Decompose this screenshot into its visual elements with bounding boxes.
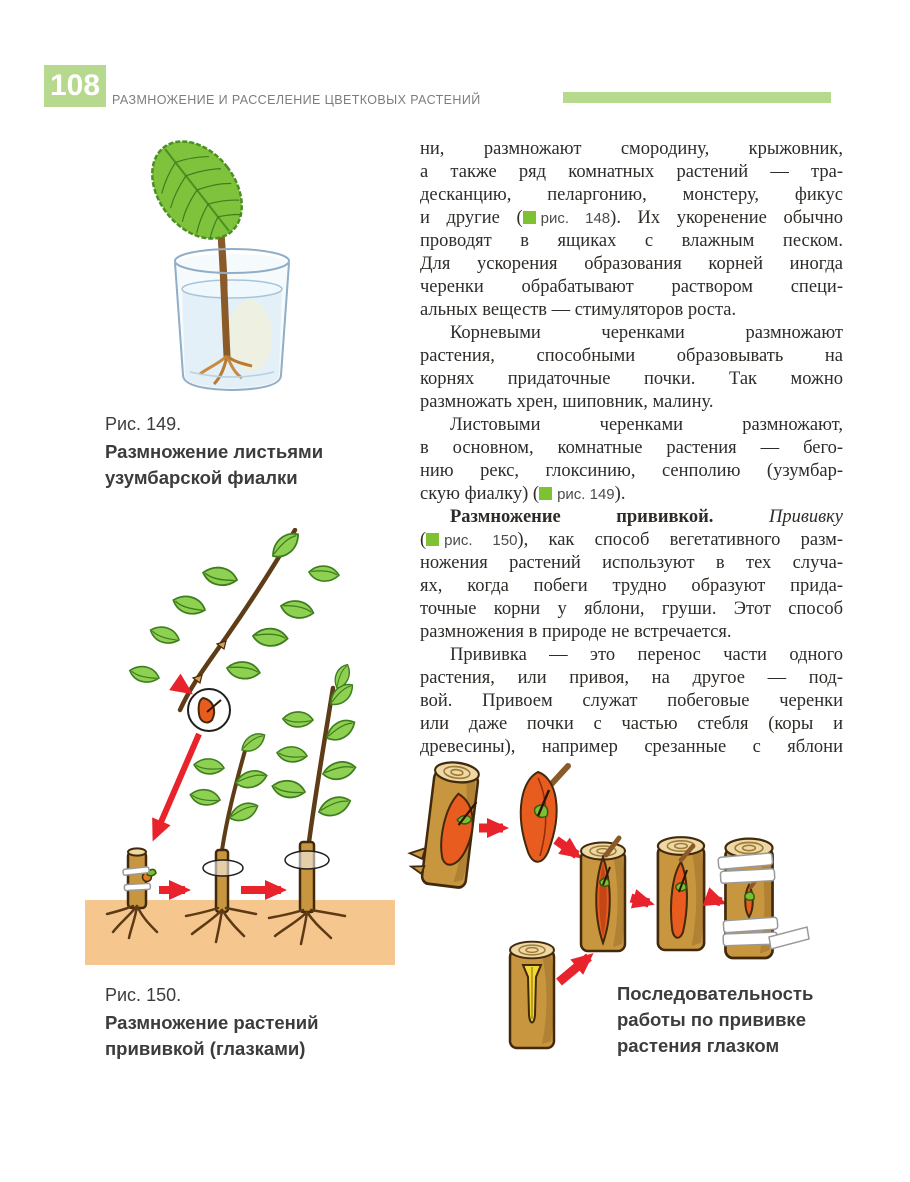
text-line: нию рекс, глоксинию, сенполию (узумбар-: [420, 461, 843, 481]
fig149-label: Рис. 149.: [105, 414, 182, 434]
text-line: древесины), например срезанные с яблони: [420, 737, 843, 757]
text-line: десканцию, пеларгонию, монстеру, фикус: [420, 185, 843, 205]
text-line: растения, способными образовывать на: [420, 346, 843, 366]
fig150-label: Рис. 150.: [105, 985, 182, 1005]
paragraph: [420, 414, 843, 506]
text-line: Листовыми черенками размножают,: [450, 415, 843, 435]
page-number-badge: [44, 65, 106, 107]
text-line: размножать хрен, шиповник, малину.: [420, 392, 714, 412]
arrow-step3-4: [631, 898, 649, 903]
text-line: ножения растений используют в тех случа-: [420, 553, 843, 573]
text-line: Для ускорения образования корней иногда: [420, 254, 843, 274]
budding-caption: Последовательность работы по прививке растения глазком: [617, 983, 814, 1056]
figure-reference: рис. 150: [426, 530, 517, 550]
text-line: корнях придаточные почки. Так можно: [420, 369, 843, 389]
arrow-to-bud: [175, 682, 188, 691]
text-line: ни, размножают смородину, крыжовник,: [420, 139, 843, 159]
step5-taped-graft: [718, 839, 809, 958]
text-line: Корневыми черенками размножают: [450, 323, 843, 343]
page-header-title: РАЗМНОЖЕНИЕ И РАССЕЛЕНИЕ ЦВЕТКОВЫХ РАСТЕНИЙ: [112, 93, 481, 107]
figure-ref-square-icon: [523, 211, 536, 224]
bud-circle: [188, 689, 230, 731]
text-line: Размножение прививкой. Прививку: [450, 507, 843, 527]
text-line: проводят в ящиках с влажным песком.: [420, 231, 843, 251]
donor-branch: [128, 529, 341, 710]
step1-branch-with-bud: [406, 758, 481, 888]
budding-figure: [405, 756, 905, 1088]
figure-ref-square-icon: [426, 533, 439, 546]
text-line: размножения в природе не встречается.: [420, 622, 732, 642]
arrow-bud-to-stock: [155, 734, 199, 836]
figure-reference: рис. 148: [523, 208, 611, 228]
text-line: а также ряд комнатных растений — тра-: [420, 162, 843, 182]
step3-insert-bud: [581, 838, 626, 951]
figure-reference: рис. 149: [539, 484, 615, 504]
fig150-title: Размножение растений прививкой (глазками): [105, 1012, 319, 1059]
text-line: и другие ( рис. 148). Их укоренение обычно: [420, 208, 843, 228]
text-line: ( рис. 150), как способ вегетативного разм-: [420, 530, 843, 550]
text-line: альных веществ — стимуляторов роста.: [420, 300, 737, 320]
violet-leaf: [134, 128, 260, 256]
paragraph: [420, 506, 843, 644]
article-text: [420, 138, 843, 759]
page-number: 108: [49, 69, 101, 102]
text-line: в основном, комнатные растения — бего-: [420, 438, 843, 458]
text-line: ях, когда побеги трудно образуют прида-: [420, 576, 843, 596]
text-line: Прививка — это перенос части одного: [450, 645, 843, 665]
arrow-stock-to-step3: [559, 957, 589, 982]
arrow-step2-3: [556, 840, 577, 855]
paragraph: [420, 322, 843, 414]
arrow-step4-5: [707, 897, 721, 902]
fig150-caption: [105, 983, 365, 1062]
fig149-title: Размножение листьями узумбарской фиалки: [105, 441, 324, 488]
figure-ref-square-icon: [539, 487, 552, 500]
fig150-illustration: [85, 528, 395, 965]
header-rule: [563, 92, 831, 103]
rootstock-tcut: [510, 942, 555, 1048]
text-line: вой. Привоем служат побеговые черенки: [420, 691, 843, 711]
step4-bud-seated: [658, 837, 705, 950]
fig149-illustration: [100, 128, 390, 403]
text-line: или даже почки с частью стебля (коры и: [420, 714, 843, 734]
text-line: скую фиалку) ( рис. 149).: [420, 484, 626, 504]
fig149-caption: [105, 412, 365, 491]
paragraph: [420, 644, 843, 759]
text-line: точные корни у яблони, груши. Этот способ: [420, 599, 843, 619]
text-line: черенки обрабатывают раствором специ-: [420, 277, 843, 297]
paragraph: [420, 138, 843, 322]
text-line: растения, или привоя, на другое — под-: [420, 668, 843, 688]
